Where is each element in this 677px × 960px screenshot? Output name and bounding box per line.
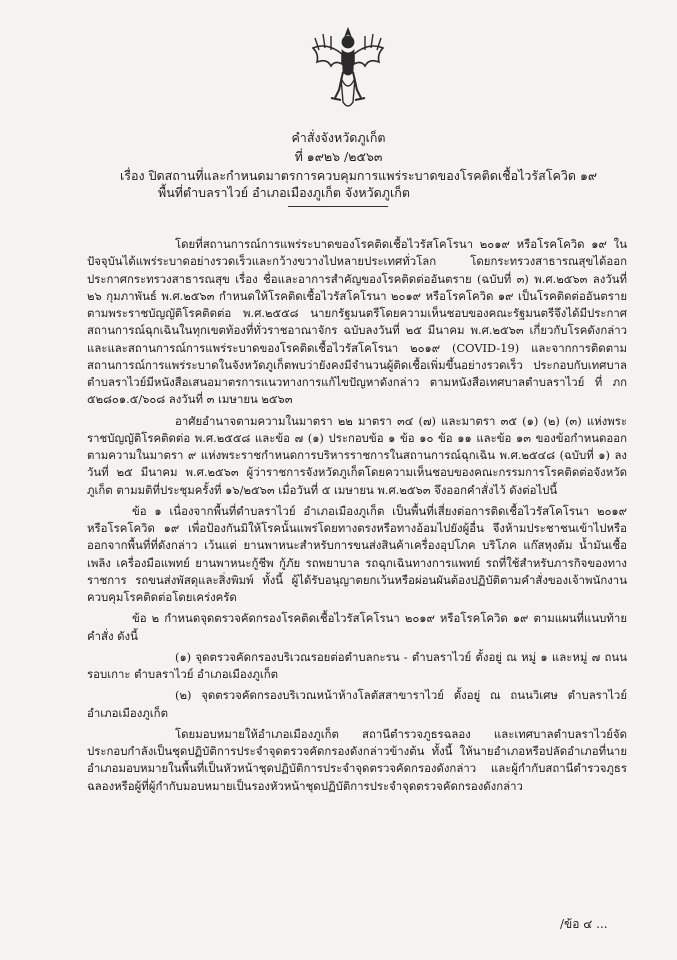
subject-line-2: พื้นที่ตำบลราไวย์ อำเภอเมืองภูเก็ต จังหวัดภูเก็ต bbox=[158, 185, 410, 200]
paragraph-authority: อาศัยอำนาจตามความในมาตรา ๒๒ มาตรา ๓๔ (๗) และมาตรา ๓๕ (๑) (๒) (๓) แห่งพระราชบัญญัติโรคติดต่อ พ.ศ.๒๕๕๘ และข้อ ๗ (๑) ประกอบข้อ ๑ ข้อ ๑๐ ข้อ ๑๑ และข้อ ๑๓ ของข้อกำหนดออกตามความในมาตรา ๙ แห่งพระราชกำหนดการบริหารราชการในสถานการณ์ฉุกเฉิน พ.ศ.๒๕๔๘ (ฉบับที่ ๑) ลงวันที่ ๒๕ มีนาคม พ.ศ.๒๕๖๓ ผู้ว่าราชการจังหวัดภูเก็ตโดยความเห็นชอบของคณะกรรมการโรคติดต่อจังหวัดภูเก็ต ตามมติที่ประชุมครั้งที่ ๑๖/๒๕๖๓ เมื่อวันที่ ๕ เมษายน พ.ศ.๒๕๖๓ จึงออกคำสั่งไว้ ดังต่อไปนี้ bbox=[87, 413, 627, 497]
paragraph-checkpoint-2: (๒) จุดตรวจคัดกรองบริเวณหน้าห้างโลตัสสาขาราไวย์ ตั้งอยู่ ณ ถนนวิเศษ ตำบลราไวย์ อำเภอเมืองภูเก็ต bbox=[87, 688, 627, 720]
paragraph-clause-2: ข้อ ๒ กำหนดจุดตรวจคัดกรองโรคติดเชื้อไวรัสโคโรนา ๒๐๑๙ หรือโรคโควิด ๑๙ ตามแผนที่แนบท้ายคำสั่ง ดังนี้ bbox=[87, 611, 627, 643]
divider bbox=[288, 206, 388, 207]
continuation-marker: /ข้อ ๔ ... bbox=[560, 917, 608, 931]
paragraph-checkpoint-1: (๑) จุดตรวจคัดกรองบริเวณรอยต่อตำบลกะรน - ตำบลราไวย์ ตั้งอยู่ ณ หมู่ ๑ และหมู่ ๗ ถนนรอบเกาะ ตำบลราไวย์ อำเภอเมืองภูเก็ต bbox=[87, 649, 627, 681]
paragraph-clause-1: ข้อ ๑ เนื่องจากพื้นที่ตำบลราไวย์ อำเภอเมืองภูเก็ต เป็นพื้นที่เสี่ยงต่อการติดเชื้อไวรัสโคโรนา ๒๐๑๙ หรือโรคโควิด ๑๙ เพื่อป้องกันมิให้โรคนั้นแพร่โดยทางตรงหรือทางอ้อมไปยังผู้อื่น จึงห้ามประชาชนเข้าไปหรือออกจากพื้นที่ที่ดังกล่าว เว้นแต่ ยานพาหนะสำหรับการขนส่งสินค้าเครื่องอุปโภค บริโภค แก๊สหุงต้ม น้ำมันเชื้อเพลิง เครื่องมือแพทย์ ยานพาหนะกู้ชีพ กู้ภัย รถพยาบาล รถฉุกเฉินทางการแพทย์ รถที่ใช้สำหรับภารกิจของทางราชการ รถขนส่งพัสดุและสิ่งพิมพ์ ทั้งนี้ ผู้ได้รับอนุญาตยกเว้นหรือผ่อนผันต้องปฏิบัติตามคำสั่งของเจ้าพนักงานควบคุมโรคติดต่อโดยเคร่งครัด bbox=[87, 503, 627, 604]
order-number: ที่ ๑๙๒๖ /๒๕๖๓ bbox=[294, 149, 383, 164]
paragraph-preamble: โดยที่สถานการณ์การแพร่ระบาดของโรคติดเชื้อไวรัสโคโรนา ๒๐๑๙ หรือโรคโควิด ๑๙ ในปัจจุบันได้แพร่ระบาดอย่างรวดเร็วและกว้างขวางไปหลายประเทศทั่วโลก โดยกระทรวงสาธารณสุขได้ออกประกาศกระทรวงสาธารณสุข เรื่อง ชื่อและอาการสำคัญของโรคติดต่ออันตราย (ฉบับที่ ๓) พ.ศ.๒๕๖๓ ลงวันที่ ๒๖ กุมภาพันธ์ พ.ศ.๒๕๖๓ กำหนดให้โรคติดเชื้อไวรัสโคโรนา ๒๐๑๙ หรือโรคโควิด ๑๙ เป็นโรคติดต่ออันตรายตามพระราชบัญญัติโรคติดต่อ พ.ศ.๒๕๕๘ นายกรัฐมนตรีโดยความเห็นชอบของคณะรัฐมนตรีจึงได้มีประกาศสถานการณ์ฉุกเฉินในทุกเขตท้องที่ทั่วราชอาณาจักร ฉบับลงวันที่ ๒๕ มีนาคม พ.ศ.๒๕๖๓ เกี่ยวกับโรคดังกล่าวและและสถานการณ์การแพร่ระบาดของโรคติดเชื้อไวรัสโคโรนา ๒๐๑๙ (COVID-19) และจากการติดตามสถานการณ์การแพร่ระบาดในจังหวัดภูเก็ตพบว่ายังคงมีจำนวนผู้ติดเชื้อเพิ่มขึ้นอย่างรวดเร็ว ประกอบกับเทศบาลตำบลราไวย์มีหนังสือเสนอมาตรการแนวทางการแก้ไขปัญหาดังกล่าว ตามหนังสือเทศบาลตำบลราไวย์ ที่ ภก ๕๒๘๐๑.๕/๖๐๘ ลงวันที่ ๓ เมษายน ๒๕๖๓ bbox=[87, 237, 627, 407]
order-title: คำสั่งจังหวัดภูเก็ต bbox=[291, 130, 386, 145]
document-body bbox=[87, 236, 627, 799]
paragraph-assignment: โดยมอบหมายให้อำเภอเมืองภูเก็ต สถานีตำรวจภูธรฉลอง และเทศบาลตำบลราไวย์จัดประกอบกำลังเป็นชุดปฏิบัติการประจำจุดตรวจคัดกรองดังกล่าวข้างต้น ทั้งนี้ ให้นายอำเภอหรือปลัดอำเภอที่นายอำเภอมอบหมายในพื้นที่เป็นหัวหน้าชุดปฏิบัติการประจำจุดตรวจคัดกรองดังกล่าว และผู้กำกับสถานีตำรวจภูธรฉลองหรือผู้ที่ผู้กำกับมอบหมายเป็นรองหัวหน้าชุดปฏิบัติการประจำจุดตรวจคัดกรองดังกล่าว bbox=[87, 726, 627, 793]
subject bbox=[120, 167, 620, 201]
garuda-emblem-icon bbox=[309, 24, 387, 114]
subject-line-1: เรื่อง ปิดสถานที่และกำหนดมาตรการควบคุมการแพร่ระบาดของโรคติดเชื้อไวรัสโควิด ๑๙ bbox=[120, 168, 598, 183]
